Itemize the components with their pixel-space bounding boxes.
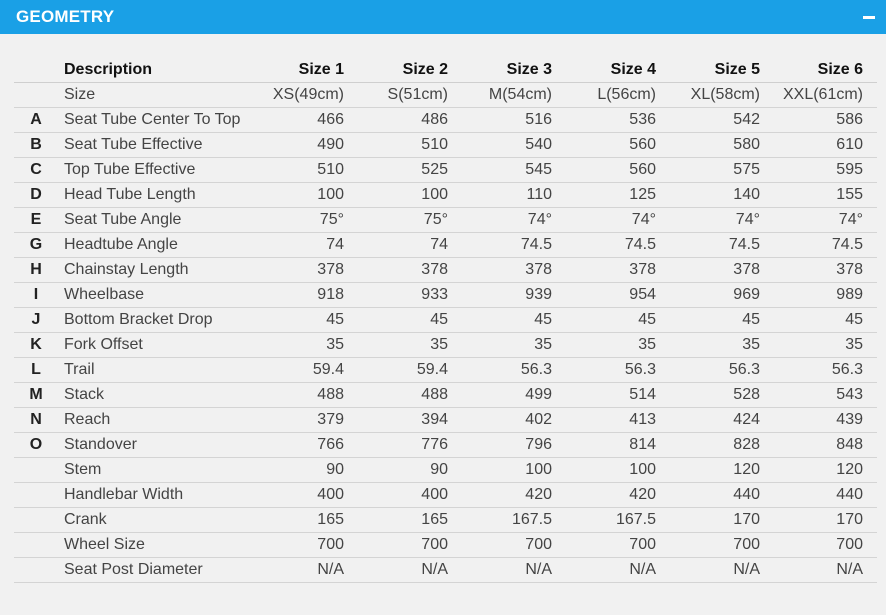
table-row: [14, 107, 877, 132]
size-6-value: 378: [774, 257, 877, 282]
size-4-value: 125: [566, 182, 670, 207]
table-row: [14, 557, 877, 582]
row-letter: N: [14, 407, 58, 432]
size-6-value: 439: [774, 407, 877, 432]
table-row: [14, 182, 877, 207]
row-description: Seat Post Diameter: [58, 557, 254, 582]
geometry-table-container: [0, 34, 877, 583]
row-letter: [14, 557, 58, 582]
size-4-value: 56.3: [566, 357, 670, 382]
row-description: Head Tube Length: [58, 182, 254, 207]
size-6-value: 74.5: [774, 232, 877, 257]
row-letter: D: [14, 182, 58, 207]
row-description: Fork Offset: [58, 332, 254, 357]
row-letter: [14, 457, 58, 482]
row-description: Standover: [58, 432, 254, 457]
size-4-value: 514: [566, 382, 670, 407]
size-4-value: 167.5: [566, 507, 670, 532]
size-1-value: 45: [254, 307, 358, 332]
size-2-value: 510: [358, 132, 462, 157]
size-3-value: 45: [462, 307, 566, 332]
size-1-value: 918: [254, 282, 358, 307]
size-1-value: N/A: [254, 557, 358, 582]
table-row: [14, 157, 877, 182]
geometry-table: [14, 58, 877, 583]
size-4-value: 536: [566, 107, 670, 132]
size-3-value: 74°: [462, 207, 566, 232]
size-3-value: 545: [462, 157, 566, 182]
size-3-value: 378: [462, 257, 566, 282]
row-letter: J: [14, 307, 58, 332]
table-header-row: [14, 58, 877, 82]
table-row: [14, 507, 877, 532]
size-6-value: 989: [774, 282, 877, 307]
size-5-value: XL(58cm): [670, 82, 774, 107]
size-3-value: 499: [462, 382, 566, 407]
footer-note: [0, 601, 886, 615]
table-row: [14, 532, 877, 557]
section-title: GEOMETRY: [16, 7, 115, 26]
table-row: [14, 307, 877, 332]
size-1-value: 59.4: [254, 357, 358, 382]
size-1-value: 100: [254, 182, 358, 207]
size-5-value: 580: [670, 132, 774, 157]
size-2-value: S(51cm): [358, 82, 462, 107]
size-3-value: 516: [462, 107, 566, 132]
size-1-value: 165: [254, 507, 358, 532]
size-3-value: 796: [462, 432, 566, 457]
size-3-value: 56.3: [462, 357, 566, 382]
size-4-value: 35: [566, 332, 670, 357]
size-2-value: 933: [358, 282, 462, 307]
size-6-value: XXL(61cm): [774, 82, 877, 107]
row-letter: E: [14, 207, 58, 232]
size-4-value: 420: [566, 482, 670, 507]
size-5-value: 969: [670, 282, 774, 307]
size-4-value: 560: [566, 132, 670, 157]
size-1-value: 400: [254, 482, 358, 507]
size-5-value: 542: [670, 107, 774, 132]
size-4-value: N/A: [566, 557, 670, 582]
table-row: [14, 382, 877, 407]
table-row: [14, 282, 877, 307]
size-2-value: 525: [358, 157, 462, 182]
row-description: Chainstay Length: [58, 257, 254, 282]
size-3-value: 35: [462, 332, 566, 357]
size-4-value: 700: [566, 532, 670, 557]
row-letter: [14, 82, 58, 107]
size-2-value: 700: [358, 532, 462, 557]
size-4-value: 814: [566, 432, 670, 457]
size-5-value: 528: [670, 382, 774, 407]
size-6-value: 848: [774, 432, 877, 457]
column-header-size-4: Size 4: [610, 60, 656, 78]
size-3-value: 167.5: [462, 507, 566, 532]
row-letter: G: [14, 232, 58, 257]
size-6-value: 56.3: [774, 357, 877, 382]
column-header-size-3: Size 3: [506, 60, 552, 78]
row-description: Trail: [58, 357, 254, 382]
size-6-value: 700: [774, 532, 877, 557]
size-2-value: 59.4: [358, 357, 462, 382]
size-6-value: 610: [774, 132, 877, 157]
size-1-value: XS(49cm): [254, 82, 358, 107]
size-1-value: 74: [254, 232, 358, 257]
size-2-value: 378: [358, 257, 462, 282]
row-letter: [14, 532, 58, 557]
size-4-value: L(56cm): [566, 82, 670, 107]
table-row: [14, 482, 877, 507]
size-3-value: N/A: [462, 557, 566, 582]
size-5-value: 74.5: [670, 232, 774, 257]
row-description: Crank: [58, 507, 254, 532]
size-5-value: 56.3: [670, 357, 774, 382]
size-4-value: 560: [566, 157, 670, 182]
row-letter: A: [14, 107, 58, 132]
size-6-value: 155: [774, 182, 877, 207]
row-letter: B: [14, 132, 58, 157]
size-3-value: 402: [462, 407, 566, 432]
row-description: Size: [58, 82, 254, 107]
size-2-value: 486: [358, 107, 462, 132]
size-2-value: 90: [358, 457, 462, 482]
size-2-value: 394: [358, 407, 462, 432]
size-2-value: 74: [358, 232, 462, 257]
table-row: [14, 357, 877, 382]
size-5-value: N/A: [670, 557, 774, 582]
table-row: [14, 207, 877, 232]
row-description: Stack: [58, 382, 254, 407]
row-letter: H: [14, 257, 58, 282]
size-1-value: 488: [254, 382, 358, 407]
size-4-value: 74°: [566, 207, 670, 232]
table-row: [14, 82, 877, 107]
column-header-size-2: Size 2: [402, 60, 448, 78]
size-1-value: 379: [254, 407, 358, 432]
geometry-header[interactable]: [0, 0, 886, 34]
size-5-value: 170: [670, 507, 774, 532]
size-4-value: 74.5: [566, 232, 670, 257]
size-5-value: 424: [670, 407, 774, 432]
size-1-value: 700: [254, 532, 358, 557]
row-description: Top Tube Effective: [58, 157, 254, 182]
size-2-value: 488: [358, 382, 462, 407]
size-2-value: 776: [358, 432, 462, 457]
size-6-value: 440: [774, 482, 877, 507]
size-5-value: 440: [670, 482, 774, 507]
size-3-value: 110: [462, 182, 566, 207]
column-header-size-5: Size 5: [714, 60, 760, 78]
size-4-value: 100: [566, 457, 670, 482]
table-body: [14, 82, 877, 582]
size-2-value: 165: [358, 507, 462, 532]
table-row: [14, 457, 877, 482]
size-5-value: 140: [670, 182, 774, 207]
row-description: Wheelbase: [58, 282, 254, 307]
size-5-value: 828: [670, 432, 774, 457]
size-2-value: 100: [358, 182, 462, 207]
size-1-value: 466: [254, 107, 358, 132]
size-2-value: 35: [358, 332, 462, 357]
size-5-value: 35: [670, 332, 774, 357]
size-4-value: 45: [566, 307, 670, 332]
size-5-value: 120: [670, 457, 774, 482]
row-description: Bottom Bracket Drop: [58, 307, 254, 332]
column-header-description: Description: [64, 60, 153, 78]
table-row: [14, 132, 877, 157]
size-3-value: 100: [462, 457, 566, 482]
size-1-value: 510: [254, 157, 358, 182]
size-6-value: 170: [774, 507, 877, 532]
size-3-value: 420: [462, 482, 566, 507]
table-row: [14, 257, 877, 282]
row-letter: O: [14, 432, 58, 457]
column-header-size-6: Size 6: [817, 60, 863, 78]
table-row: [14, 407, 877, 432]
row-description: Seat Tube Angle: [58, 207, 254, 232]
collapse-minus-icon[interactable]: [860, 8, 878, 26]
size-6-value: N/A: [774, 557, 877, 582]
row-description: Stem: [58, 457, 254, 482]
size-5-value: 700: [670, 532, 774, 557]
size-4-value: 954: [566, 282, 670, 307]
table-row: [14, 332, 877, 357]
row-letter: [14, 482, 58, 507]
table-row: [14, 232, 877, 257]
size-2-value: 75°: [358, 207, 462, 232]
size-1-value: 35: [254, 332, 358, 357]
row-description: Handlebar Width: [58, 482, 254, 507]
column-header-size-1: Size 1: [298, 60, 344, 78]
size-4-value: 378: [566, 257, 670, 282]
size-2-value: 45: [358, 307, 462, 332]
size-4-value: 413: [566, 407, 670, 432]
size-5-value: 74°: [670, 207, 774, 232]
row-description: Wheel Size: [58, 532, 254, 557]
row-description: Headtube Angle: [58, 232, 254, 257]
row-letter: K: [14, 332, 58, 357]
size-6-value: 120: [774, 457, 877, 482]
size-1-value: 90: [254, 457, 358, 482]
size-6-value: 595: [774, 157, 877, 182]
size-6-value: 543: [774, 382, 877, 407]
size-1-value: 490: [254, 132, 358, 157]
size-6-value: 45: [774, 307, 877, 332]
size-6-value: 35: [774, 332, 877, 357]
size-1-value: 766: [254, 432, 358, 457]
table-row: [14, 432, 877, 457]
size-3-value: 74.5: [462, 232, 566, 257]
size-5-value: 575: [670, 157, 774, 182]
row-letter: C: [14, 157, 58, 182]
size-3-value: 700: [462, 532, 566, 557]
row-letter: M: [14, 382, 58, 407]
row-letter: L: [14, 357, 58, 382]
size-5-value: 45: [670, 307, 774, 332]
size-1-value: 75°: [254, 207, 358, 232]
size-5-value: 378: [670, 257, 774, 282]
row-description: Seat Tube Center To Top: [58, 107, 254, 132]
size-1-value: 378: [254, 257, 358, 282]
row-letter: I: [14, 282, 58, 307]
size-3-value: 540: [462, 132, 566, 157]
header-letter-cell: [14, 58, 58, 82]
row-letter: [14, 507, 58, 532]
size-6-value: 586: [774, 107, 877, 132]
size-2-value: N/A: [358, 557, 462, 582]
row-description: Seat Tube Effective: [58, 132, 254, 157]
size-3-value: M(54cm): [462, 82, 566, 107]
size-2-value: 400: [358, 482, 462, 507]
size-6-value: 74°: [774, 207, 877, 232]
row-description: Reach: [58, 407, 254, 432]
size-3-value: 939: [462, 282, 566, 307]
